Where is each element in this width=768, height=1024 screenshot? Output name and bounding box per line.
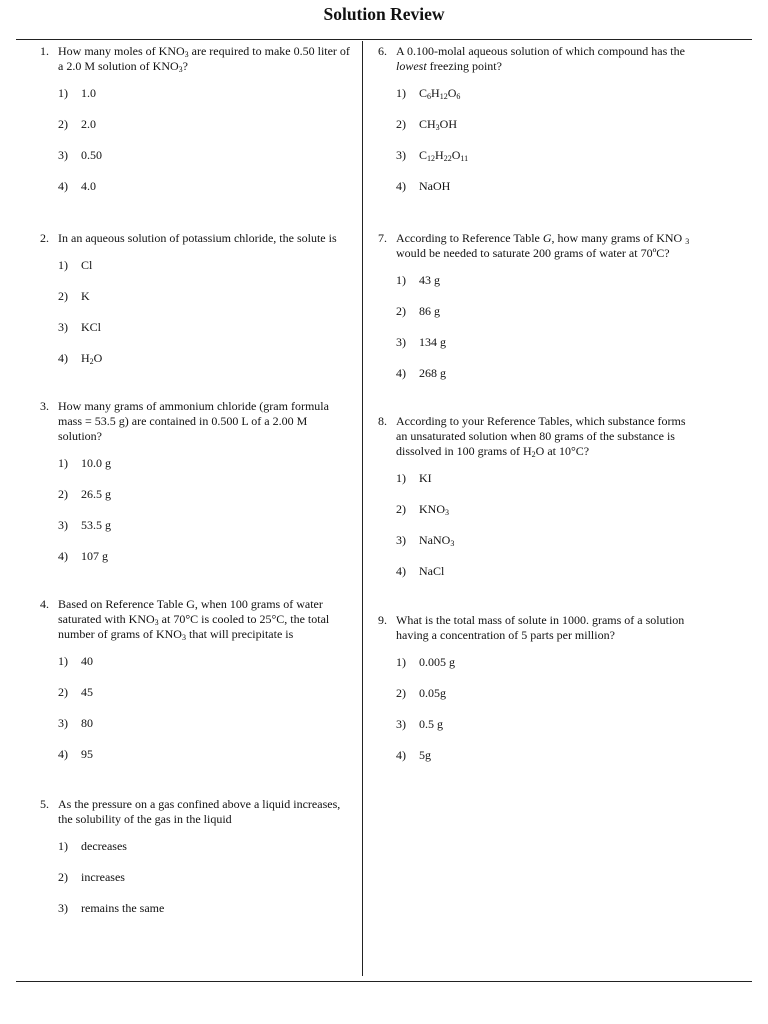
- choice-list: [58, 839, 352, 932]
- choice-text: $CH_3OH$: [419, 117, 458, 132]
- answer-choice: [58, 351, 352, 382]
- choice-text: KI: [419, 471, 432, 485]
- choice-number: 1): [58, 839, 68, 853]
- answer-choice: [396, 502, 698, 533]
- choice-number: 4): [396, 748, 406, 762]
- choice-number: 4): [58, 549, 68, 563]
- question-number: 3.: [40, 399, 49, 413]
- choice-text: NaOH: [419, 179, 451, 193]
- answer-choice: [58, 179, 352, 210]
- answer-choice: [396, 686, 698, 717]
- choice-text: 80: [81, 716, 93, 730]
- choice-number: 2): [396, 117, 406, 131]
- question-1: [40, 44, 352, 210]
- question-text: In an aqueous solution of potassium chloride, the solute is: [58, 231, 337, 245]
- answer-choice: [58, 320, 352, 351]
- question-number: 9.: [378, 613, 387, 627]
- choice-text: decreases: [81, 839, 127, 853]
- choice-text: 40: [81, 654, 93, 668]
- choice-number: 3): [396, 148, 406, 162]
- choice-text: 5g: [419, 748, 431, 762]
- question-number: 6.: [378, 44, 387, 58]
- question-number: 5.: [40, 797, 49, 811]
- answer-choice: [396, 564, 698, 595]
- choice-number: 1): [396, 86, 406, 100]
- question-text: A 0.100-molal aqueous solution of which compound has the lowest freezing point?: [396, 44, 685, 73]
- answer-choice: [396, 148, 698, 179]
- choice-number: 1): [396, 655, 406, 669]
- choice-text: 26.5 g: [81, 487, 111, 501]
- answer-choice: [58, 870, 352, 901]
- choice-text: 4.0: [81, 179, 96, 193]
- column-divider: [362, 41, 363, 976]
- answer-choice: [58, 258, 352, 289]
- choice-list: [396, 655, 698, 779]
- choice-list: [58, 456, 352, 580]
- choice-number: 3): [58, 148, 68, 162]
- answer-choice: [396, 655, 698, 686]
- answer-choice: [58, 901, 352, 932]
- choice-list: [58, 258, 352, 382]
- question-text: Based on Reference Table G, when 100 grams of water saturated with $KNO_3$ at 70°C is cooled to 25°C, the total number of grams of $KNO_3$ that will precipitate is: [58, 597, 330, 642]
- question-text: How many grams of ammonium chloride (gram formula mass = 53.5 g) are contained in 0.500 L of a 2.00 M solution?: [58, 399, 329, 443]
- question-number: 7.: [378, 231, 387, 245]
- choice-text: 1.0: [81, 86, 96, 100]
- answer-choice: [58, 654, 352, 685]
- answer-choice: [396, 366, 698, 397]
- answer-choice: [58, 549, 352, 580]
- choice-number: 2): [58, 487, 68, 501]
- answer-choice: [58, 839, 352, 870]
- answer-choice: [58, 289, 352, 320]
- choice-list: [396, 273, 698, 397]
- choice-number: 4): [396, 564, 406, 578]
- question-number: 1.: [40, 44, 49, 58]
- choice-text: 86 g: [419, 304, 440, 318]
- question-number: 8.: [378, 414, 387, 428]
- answer-choice: [58, 487, 352, 518]
- question-text: What is the total mass of solute in 1000. grams of a solution having a concentration of 5 parts per million?: [396, 613, 685, 642]
- choice-text: 10.0 g: [81, 456, 111, 470]
- answer-choice: [58, 716, 352, 747]
- choice-text: 95: [81, 747, 93, 761]
- answer-choice: [58, 148, 352, 179]
- question-text: According to your Reference Tables, which substance forms an unsaturated solution when 80 grams of the substance is dissolved in 100 grams of $H_2O$ at 10°C?: [396, 414, 686, 459]
- choice-text: 134 g: [419, 335, 446, 349]
- top-rule: [16, 39, 752, 40]
- choice-text: $H_2O$: [81, 351, 103, 366]
- choice-number: 2): [396, 502, 406, 516]
- choice-text: K: [81, 289, 90, 303]
- bottom-rule: [16, 981, 752, 982]
- choice-text: 0.5 g: [419, 717, 443, 731]
- choice-text: 45: [81, 685, 93, 699]
- choice-text: 2.0: [81, 117, 96, 131]
- answer-choice: [396, 335, 698, 366]
- choice-number: 3): [58, 320, 68, 334]
- answer-choice: [396, 533, 698, 564]
- choice-text: 43 g: [419, 273, 440, 287]
- answer-choice: [396, 179, 698, 210]
- choice-text: 0.05g: [419, 686, 446, 700]
- choice-number: 1): [58, 654, 68, 668]
- question-text: According to Reference Table G, how many grams of KNO $_3$ would be needed to saturate 200 grams of water at 70ºC?: [396, 231, 690, 260]
- answer-choice: [58, 518, 352, 549]
- choice-number: 2): [58, 289, 68, 303]
- question-3: [40, 399, 352, 580]
- choice-number: 1): [58, 258, 68, 272]
- choice-number: 2): [58, 685, 68, 699]
- question-5: [40, 797, 352, 932]
- choice-text: $C_{12}H_{22}O_{11}$: [419, 148, 469, 163]
- choice-text: 0.005 g: [419, 655, 455, 669]
- answer-choice: [396, 273, 698, 304]
- question-9: [378, 613, 698, 779]
- answer-choice: [396, 471, 698, 502]
- choice-number: 3): [396, 717, 406, 731]
- choice-number: 2): [58, 870, 68, 884]
- choice-number: 4): [396, 366, 406, 380]
- answer-choice: [58, 747, 352, 778]
- question-text: As the pressure on a gas confined above a liquid increases, the solubility of the gas in the liquid: [58, 797, 341, 826]
- question-4: [40, 597, 352, 778]
- choice-text: remains the same: [81, 901, 165, 915]
- answer-choice: [396, 717, 698, 748]
- choice-number: 3): [58, 716, 68, 730]
- choice-number: 2): [396, 686, 406, 700]
- choice-number: 1): [58, 86, 68, 100]
- choice-number: 4): [396, 179, 406, 193]
- answer-choice: [396, 304, 698, 335]
- choice-number: 2): [396, 304, 406, 318]
- answer-choice: [58, 685, 352, 716]
- choice-text: $C_6H_{12}O_6$: [419, 86, 461, 101]
- question-text: How many moles of $KNO_3$ are required to make 0.50 liter of a 2.0 M solution of $KNO_3$?: [58, 44, 350, 74]
- choice-text: increases: [81, 870, 125, 884]
- question-6: [378, 44, 698, 210]
- question-number: 2.: [40, 231, 49, 245]
- question-number: 4.: [40, 597, 49, 611]
- choice-number: 3): [58, 901, 68, 915]
- choice-number: 2): [58, 117, 68, 131]
- choice-text: 53.5 g: [81, 518, 111, 532]
- choice-text: 268 g: [419, 366, 446, 380]
- answer-choice: [396, 117, 698, 148]
- choice-number: 1): [396, 273, 406, 287]
- choice-number: 3): [396, 533, 406, 547]
- answer-choice: [58, 117, 352, 148]
- choice-number: 3): [58, 518, 68, 532]
- choice-list: [58, 654, 352, 778]
- answer-choice: [58, 456, 352, 487]
- choice-text: $KNO_3$: [419, 502, 449, 517]
- choice-text: NaNO$_3$: [419, 533, 455, 548]
- choice-number: 3): [396, 335, 406, 349]
- answer-choice: [58, 86, 352, 117]
- choice-number: 4): [58, 747, 68, 761]
- choice-list: [396, 471, 698, 595]
- answer-choice: [396, 748, 698, 779]
- choice-text: KCl: [81, 320, 102, 334]
- question-8: [378, 414, 698, 595]
- choice-text: NaCl: [419, 564, 445, 578]
- choice-text: 107 g: [81, 549, 108, 563]
- choice-number: 4): [58, 351, 68, 365]
- choice-number: 1): [396, 471, 406, 485]
- question-7: [378, 231, 698, 397]
- answer-choice: [396, 86, 698, 117]
- choice-list: [58, 86, 352, 210]
- choice-text: Cl: [81, 258, 93, 272]
- choice-number: 1): [58, 456, 68, 470]
- page-title: Solution Review: [323, 4, 445, 24]
- question-2: [40, 231, 352, 382]
- choice-text: 0.50: [81, 148, 102, 162]
- choice-number: 4): [58, 179, 68, 193]
- choice-list: [396, 86, 698, 210]
